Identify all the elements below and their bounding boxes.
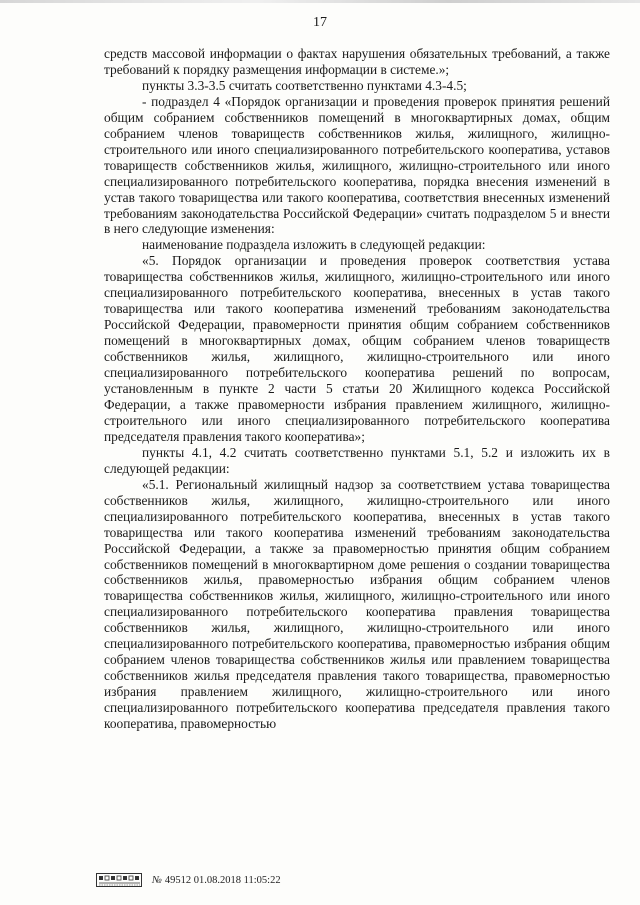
paragraph-subsection-4: - подраздел 4 «Порядок организации и проведения проверок принятия решений общим собранием собственников помещений в многоквартирных домах, общим собранием членов товариществ собственников жилья, жилищного, жилищно-строительного или иного специализированного потребительского кооператива, уставов товариществ собственников жилья, жилищного, жилищно-строительного или иного специализированного потребительского кооператива, порядка внесения изменений в устав такого товарищества или такого кооператива, соответствия внесенных изменений требованиям законодательства Российской Федерации» считать подразделом 5 и внести в него следующие изменения: bbox=[104, 93, 610, 237]
paragraph-new-title: «5. Порядок организации и проведения проверок соответствия устава товарищества собственников жилья, жилищного, жилищно-строительного или иного специализированного потребительского кооператива, внесенных в устав такого товарищества или такого кооператива изменений требованиям законодательства Российской Федерации, правомерности принятия общим собранием собственников помещений в многоквартирных домах, общим собранием членов товариществ собственников жилья, жилищного, жилищно-строительного или иного специализированного потребительского кооператива решений по вопросам, установленным в пункте 2 части 5 статьи 20 Жилищного кодекса Российской Федерации, а также правомерности избрания правлением жилищного, жилищно-строительного или иного специализированного потребительского кооператива председателя правления такого кооператива»; bbox=[104, 253, 610, 444]
page-number: 17 bbox=[313, 15, 327, 30]
paragraph-item-5-1: «5.1. Региональный жилищный надзор за соответствием устава товарищества собственников жилья, жилищного, жилищно-строительного или иного специализированного потребительского кооператива, внесенных в устав такого товарищества или такого кооператива изменений требованиям законодательства Российской Федерации, а также за правомерностью принятия общим собранием собственников помещений в многоквартирном доме решения о создании товарищества собственников жилья, правомерностью избрания общим собранием членов товарищества собственников жилья, жилищного, жилищно-строительного или иного специализированного потребительского кооператива правления товарищества собственников жилья, жилищного, жилищно-строительного или иного специализированного потребительского кооператива, правомерностью избрания общим собранием членов товарищества собственников жилья или правлением товарищества собственников жилья председателя правления такого товарищества, правомерностью избрания правлением жилищного, жилищно-строительного или иного специализированного потребительского кооператива председателя правления такого кооператива, правомерностью bbox=[104, 476, 610, 732]
paragraph-continuation: средств массовой информации о фактах нарушения обязательных требований, а также требований к порядку размещения информации в системе.»; bbox=[104, 46, 610, 77]
paragraph-items-instruction: пункты 4.1, 4.2 считать соответственно пунктами 5.1, 5.2 и изложить их в следующей редакции: bbox=[104, 444, 610, 476]
registration-number-sign: № bbox=[152, 874, 162, 886]
paragraph-renumber-items: пункты 3.3-3.5 считать соответственно пунктами 4.3-4.5; bbox=[142, 77, 467, 93]
registration-stamp-icon bbox=[96, 873, 142, 887]
document-body bbox=[104, 46, 610, 732]
registration-footer bbox=[96, 871, 281, 889]
paragraph-title-instruction: наименование подраздела изложить в следующей редакции: bbox=[142, 237, 486, 253]
scan-top-edge bbox=[0, 0, 640, 3]
registration-info: 49512 01.08.2018 11:05:22 bbox=[164, 874, 281, 886]
